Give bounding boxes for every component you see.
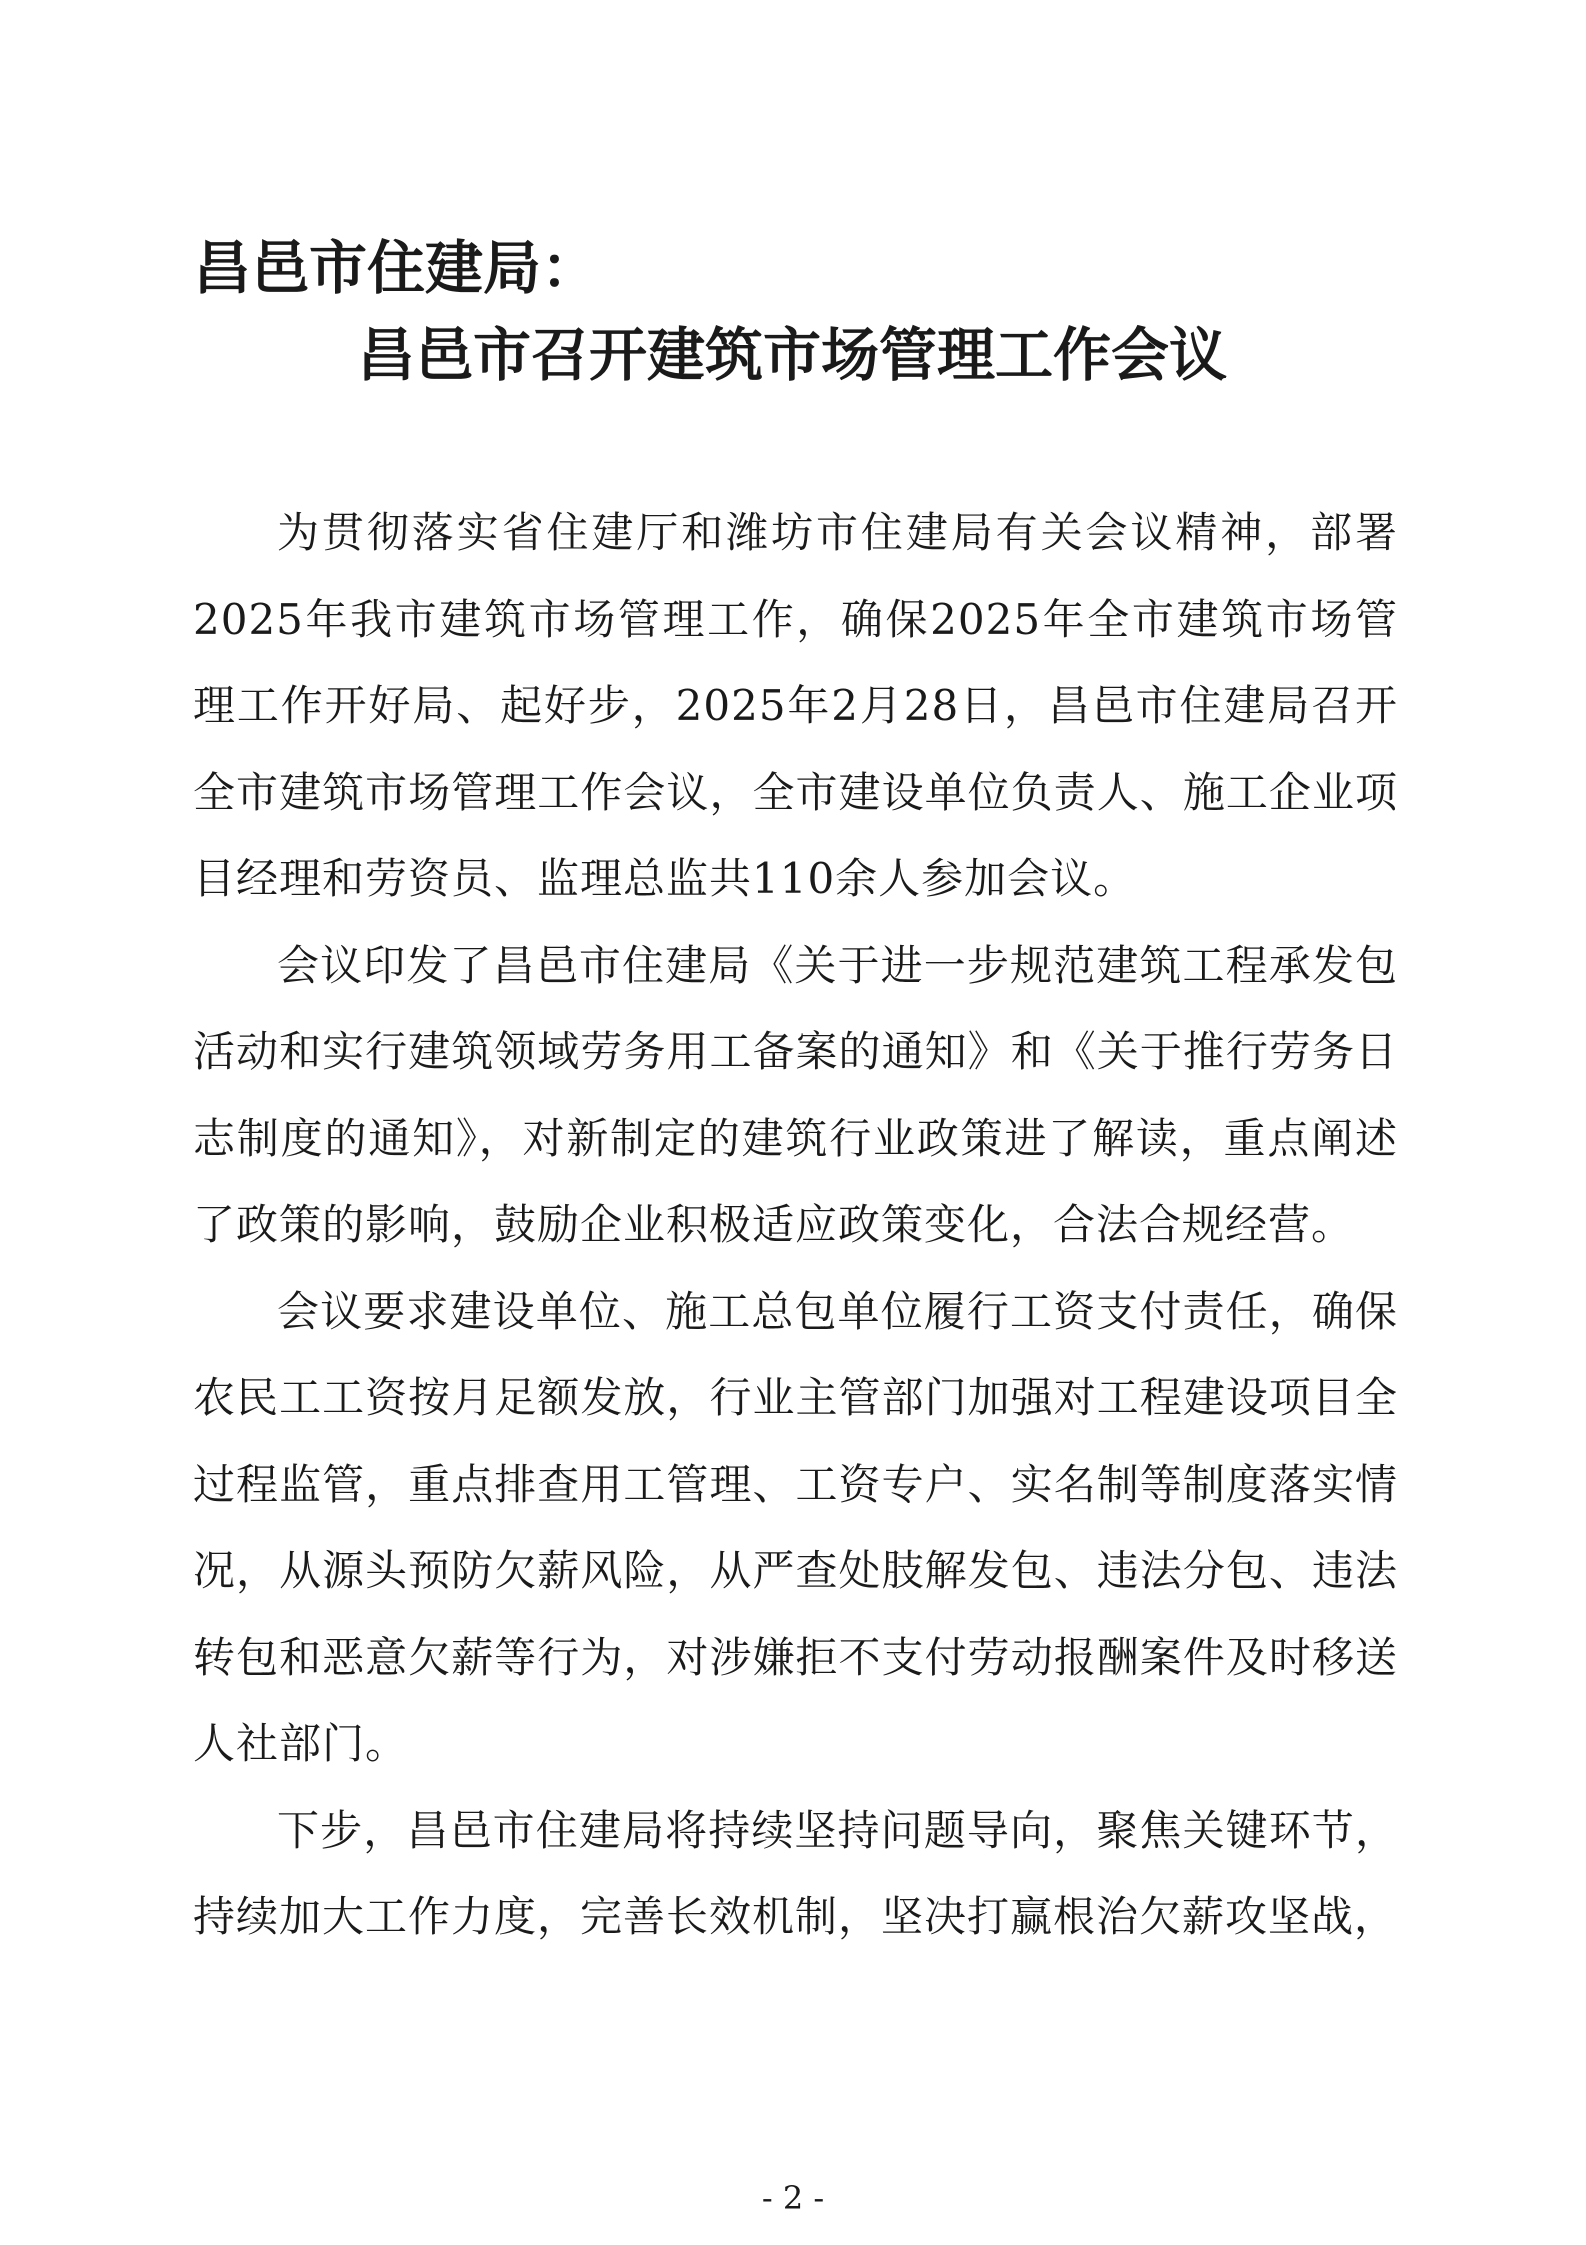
paragraph-1: 为贯彻落实省住建厅和潍坊市住建局有关会议精神，部署2025年我市建筑市场管理工作，确保2025年全市建筑市场管理工作开好局、起好步，2025年2月28日，昌邑市住建局召开全市建筑市场管理工作会议，全市建设单位负责人、施工企业项目经理和劳资员、监理总监共110余人参加会议。 [193, 508, 1398, 903]
body-text [193, 490, 1398, 1961]
page-number: - 2 - [761, 2179, 825, 2217]
title-line-1: 昌邑市住建局： [193, 234, 600, 302]
title-line-2: 昌邑市召开建筑市场管理工作会议 [357, 321, 1228, 389]
paragraph-2: 会议印发了昌邑市住建局《关于进一步规范建筑工程承发包活动和实行建筑领域劳务用工备案的通知》和《关于推行劳务日志制度的通知》，对新制定的建筑行业政策进了解读，重点阐述了政策的影响，鼓励企业积极适应政策变化，合法合规经营。 [193, 940, 1398, 1249]
paragraph-4: 下步，昌邑市住建局将持续坚持问题导向，聚焦关键环节，持续加大工作力度，完善长效机制，坚决打赢根治欠薪攻坚战， [193, 1805, 1398, 1941]
paragraph-3: 会议要求建设单位、施工总包单位履行工资支付责任，确保农民工工资按月足额发放，行业主管部门加强对工程建设项目全过程监管，重点排查用工管理、工资专户、实名制等制度落实情况，从源头预防欠薪风险，从严查处肢解发包、违法分包、违法转包和恶意欠薪等行为，对涉嫌拒不支付劳动报酬案件及时移送人社部门。 [193, 1286, 1398, 1768]
